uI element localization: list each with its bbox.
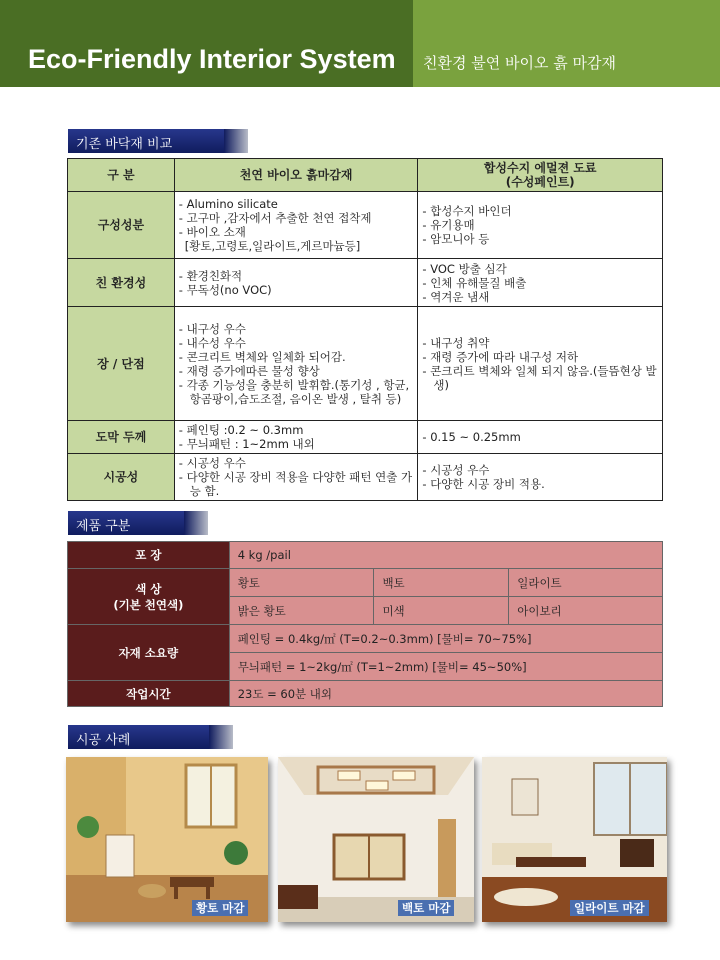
photo-caption: 일라이트 마감	[570, 900, 649, 916]
table-row: 작업시간 23도 = 60분 내외	[68, 681, 663, 707]
table-row: 자재 소요량 페인팅 = 0.4kg/㎡ (T=0.2~0.3mm) [물비= 70~75%]	[68, 625, 663, 653]
photo-illite-room	[482, 757, 667, 922]
table-row: 시공성 - 시공성 우수 - 다양한 시공 장비 적용을 다양한 패턴 연출 가능 함. - 시공성 우수 - 다양한 시공 장비 적용.	[68, 454, 663, 501]
room-illustration	[482, 757, 667, 922]
photo-hwangto-room	[66, 757, 268, 922]
table-row: 포 장 4 kg /pail	[68, 542, 663, 569]
col-header-bio-clay: 천연 바이오 흙마감재	[174, 159, 418, 192]
section-label-product: 제품 구분	[68, 511, 208, 535]
section-label-cases: 시공 사례	[68, 725, 233, 749]
section-label-comparison: 기존 바닥재 비교	[68, 129, 248, 153]
col-header-synthetic: 합성수지 에멀젼 도료 (수성페인트)	[418, 159, 663, 192]
photo-caption: 황토 마감	[192, 900, 248, 916]
table-row: 밝은 황토 미색 아이보리	[68, 597, 663, 625]
table-row: 친 환경성 - 환경친화적 - 무독성(no VOC) - VOC 방출 심각 - 인체 유해물질 배출 - 역겨운 냄새	[68, 259, 663, 307]
photo-caption: 백토 마감	[398, 900, 454, 916]
table-row: 도막 두께 - 페인팅 :0.2 ~ 0.3mm - 무늬패턴 : 1~2mm 내외 - 0.15 ~ 0.25mm	[68, 421, 663, 454]
page-subtitle: 친환경 불연 바이오 흙 마감재	[423, 54, 616, 72]
table-row: 구성성분 - Alumino silicate - 고구마 ,감자에서 추출한 천연 접착제 - 바이오 소재 [황토,고령토,일라이트,게르마늄등] - 합성수지 바인더 - 유기용매 - 암모니아 등	[68, 192, 663, 259]
table-row: 장 / 단점 - 내구성 우수 - 내수성 우수 - 콘크리트 벽체와 일체화 되어감. - 재령 증가에따른 물성 향상 - 각종 기능성을 충분히 발휘함.(통기성 , 항균,항곰팡이,습도조절, 음이온 발생 , 탈취 등) - 내구성 취약 - 재령 증가에 따라 내구성 저하 - 콘크리트 벽체와 일체 되지 않음.(들뜸현상 발생)	[68, 307, 663, 421]
table-header-row	[68, 159, 663, 192]
page-header	[0, 0, 720, 87]
comparison-table	[67, 158, 663, 501]
col-header-category: 구 분	[68, 159, 175, 192]
page-title: Eco-Friendly Interior System	[28, 44, 396, 74]
room-illustration	[66, 757, 268, 922]
product-table	[67, 541, 663, 707]
table-row: 색 상 (기본 천연색) 황토 백토 일라이트	[68, 569, 663, 597]
header-right-panel	[413, 0, 720, 87]
photo-baekto-room	[278, 757, 474, 922]
room-illustration	[278, 757, 474, 922]
table-row: 무늬패턴 = 1~2kg/㎡ (T=1~2mm) [물비= 45~50%]	[68, 653, 663, 681]
